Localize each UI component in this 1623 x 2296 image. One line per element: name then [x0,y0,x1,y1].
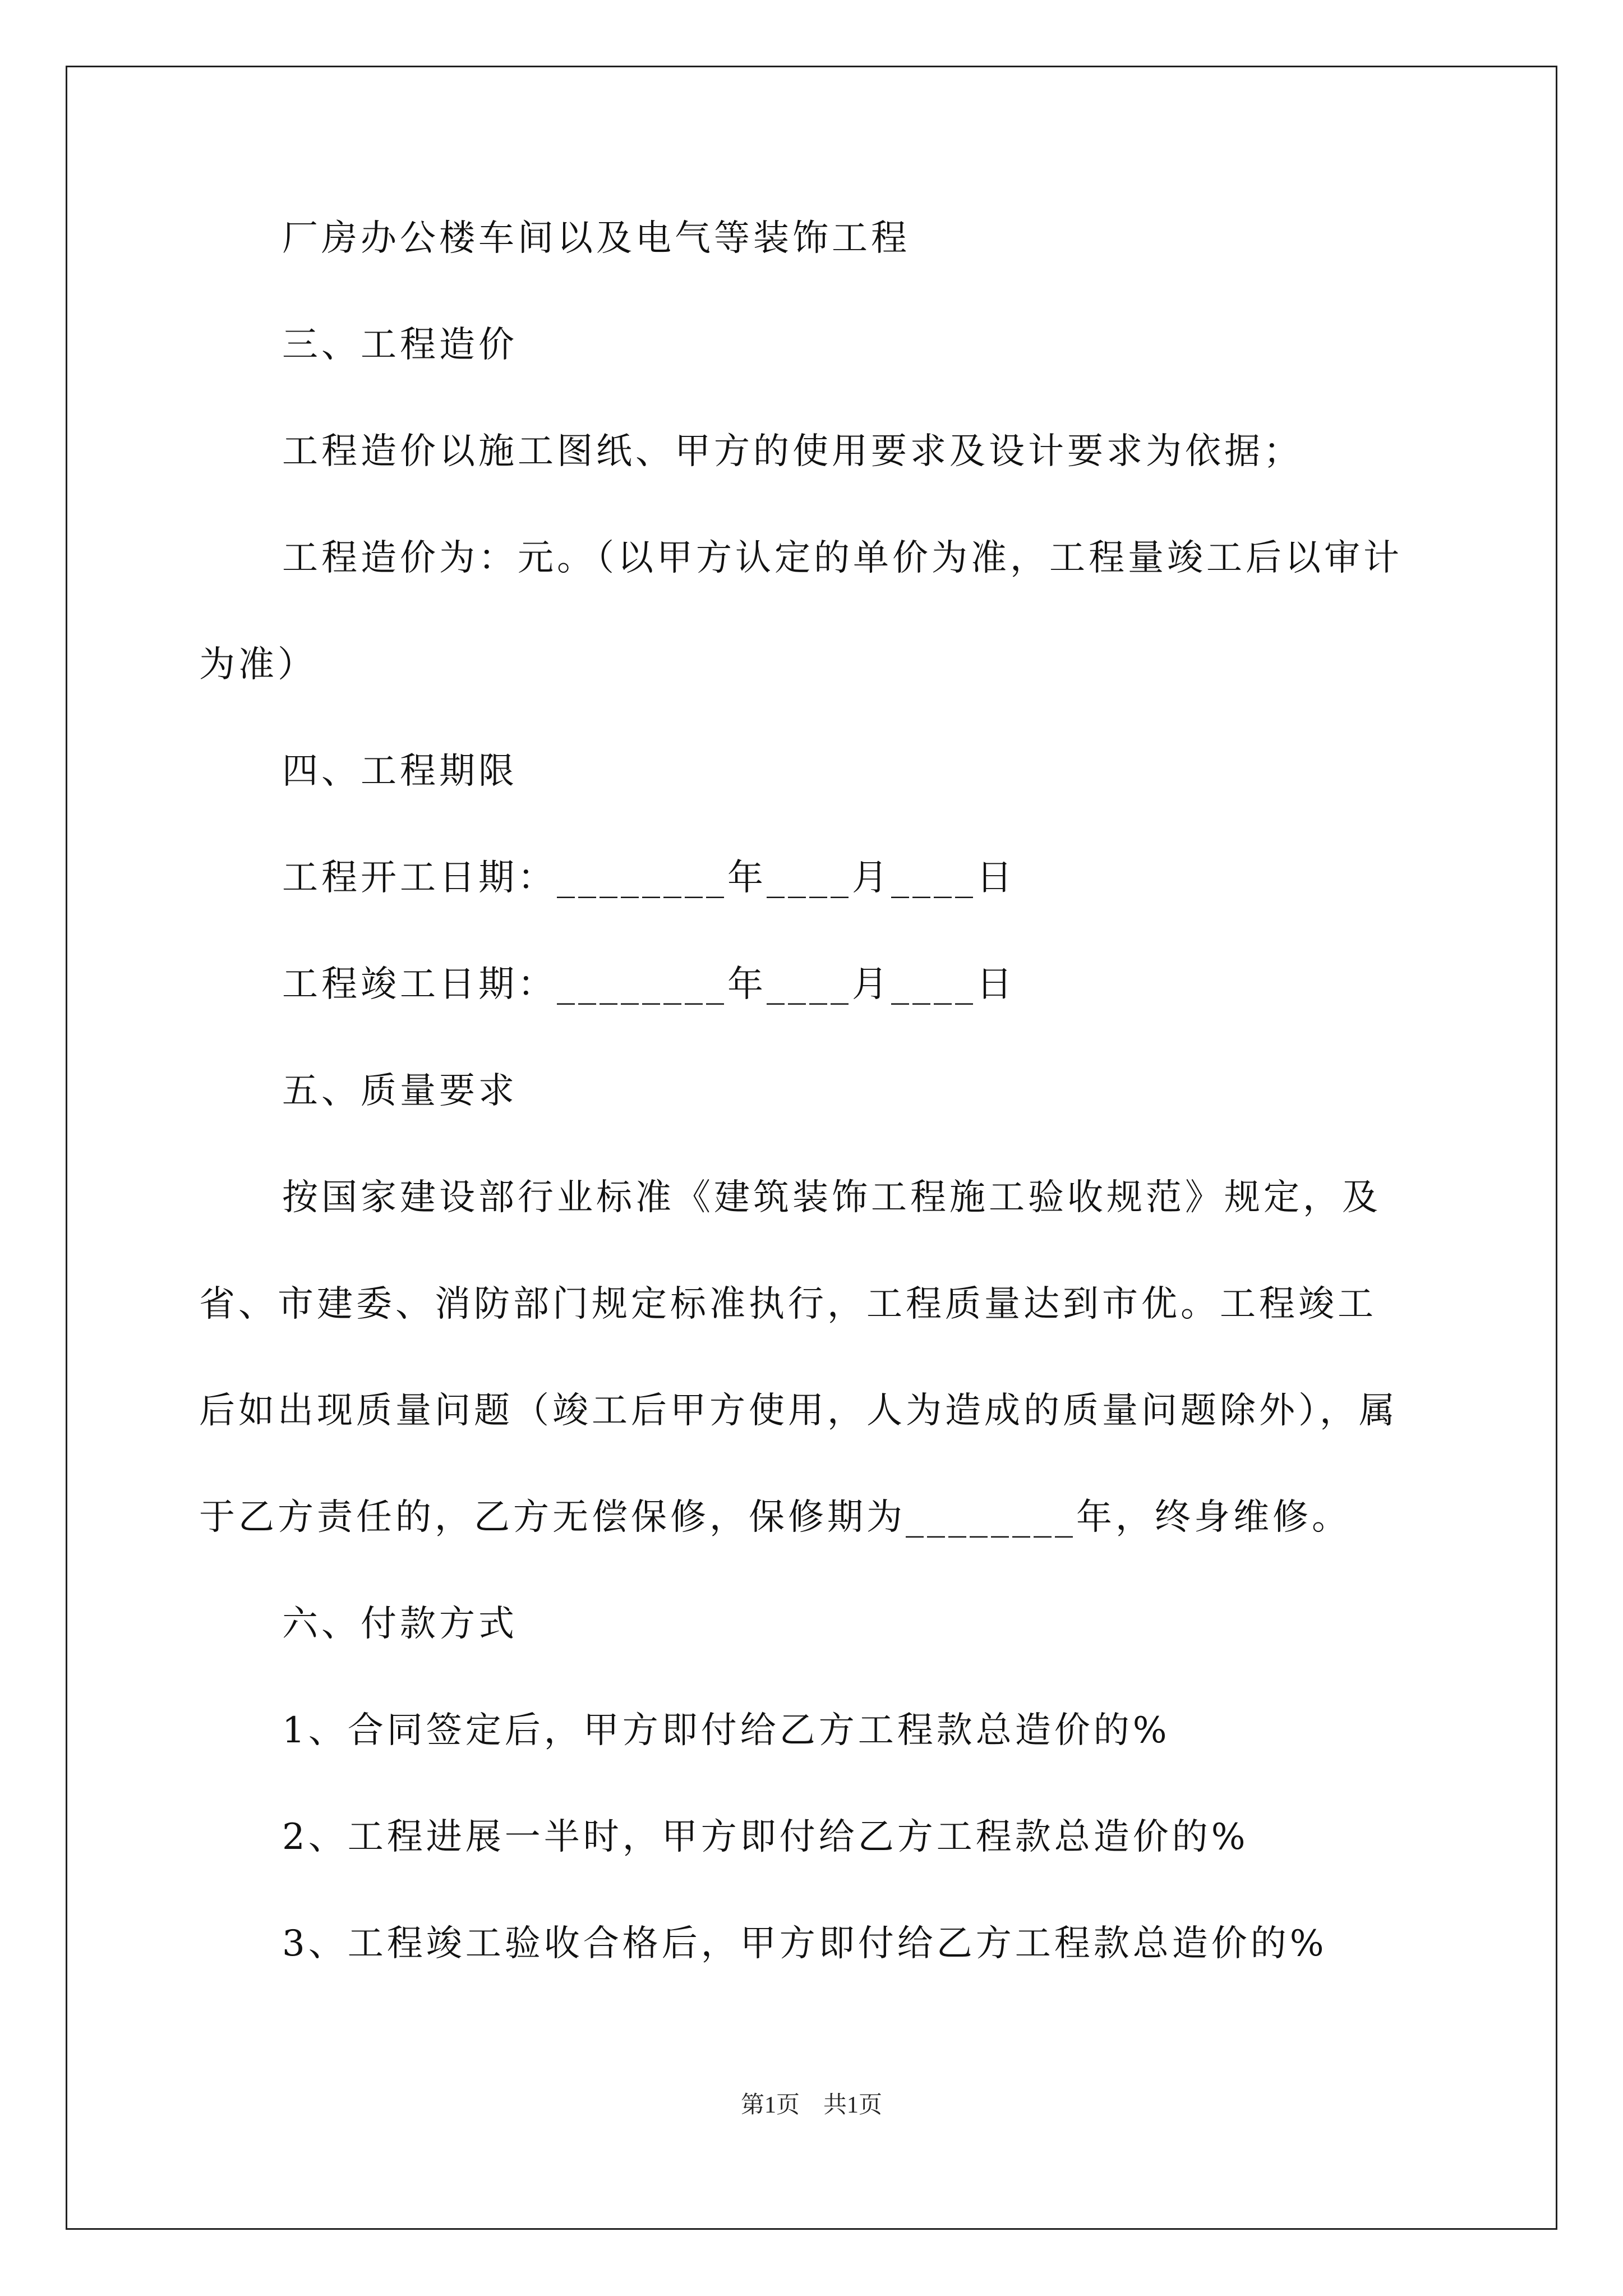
list-item: 2、工程进展一半时，甲方即付给乙方工程款总造价的% [282,1816,1249,1858]
list-item: 3、工程竣工验收合格后，甲方即付给乙方工程款总造价的% [282,1923,1327,1964]
list-item: 1、合同签定后，甲方即付给乙方工程款总造价的% [282,1710,1170,1751]
section-heading: 六、付款方式 [282,1603,518,1645]
body-line: 于乙方责任的，乙方无偿保修，保修期为________年，终身维修。 [199,1497,1351,1538]
page-border [66,66,1557,2230]
body-line: 工程开工日期：________年____月____日 [282,857,1016,899]
body-line: 工程造价为：元。（以甲方认定的单价为准，工程量竣工后以审计 [282,537,1403,579]
body-line: 厂房办公楼车间以及电气等装饰工程 [282,218,910,259]
page-number: 第1页 共1页 [740,2092,882,2118]
body-line: 为准） [199,644,317,685]
body-line: 工程竣工日期：________年____月____日 [282,964,1016,1005]
section-heading: 四、工程期限 [282,751,518,792]
section-heading: 三、工程造价 [282,324,518,366]
body-line: 按国家建设部行业标准《建筑装饰工程施工验收规范》规定，及 [282,1177,1381,1218]
body-line: 省、市建委、消防部门规定标准执行，工程质量达到市优。工程竣工 [199,1283,1377,1325]
body-line: 工程造价以施工图纸、甲方的使用要求及设计要求为依据； [282,431,1303,472]
section-heading: 五、质量要求 [282,1070,518,1112]
body-line: 后如出现质量问题（竣工后甲方使用，人为造成的质量问题除外），属 [199,1390,1398,1432]
